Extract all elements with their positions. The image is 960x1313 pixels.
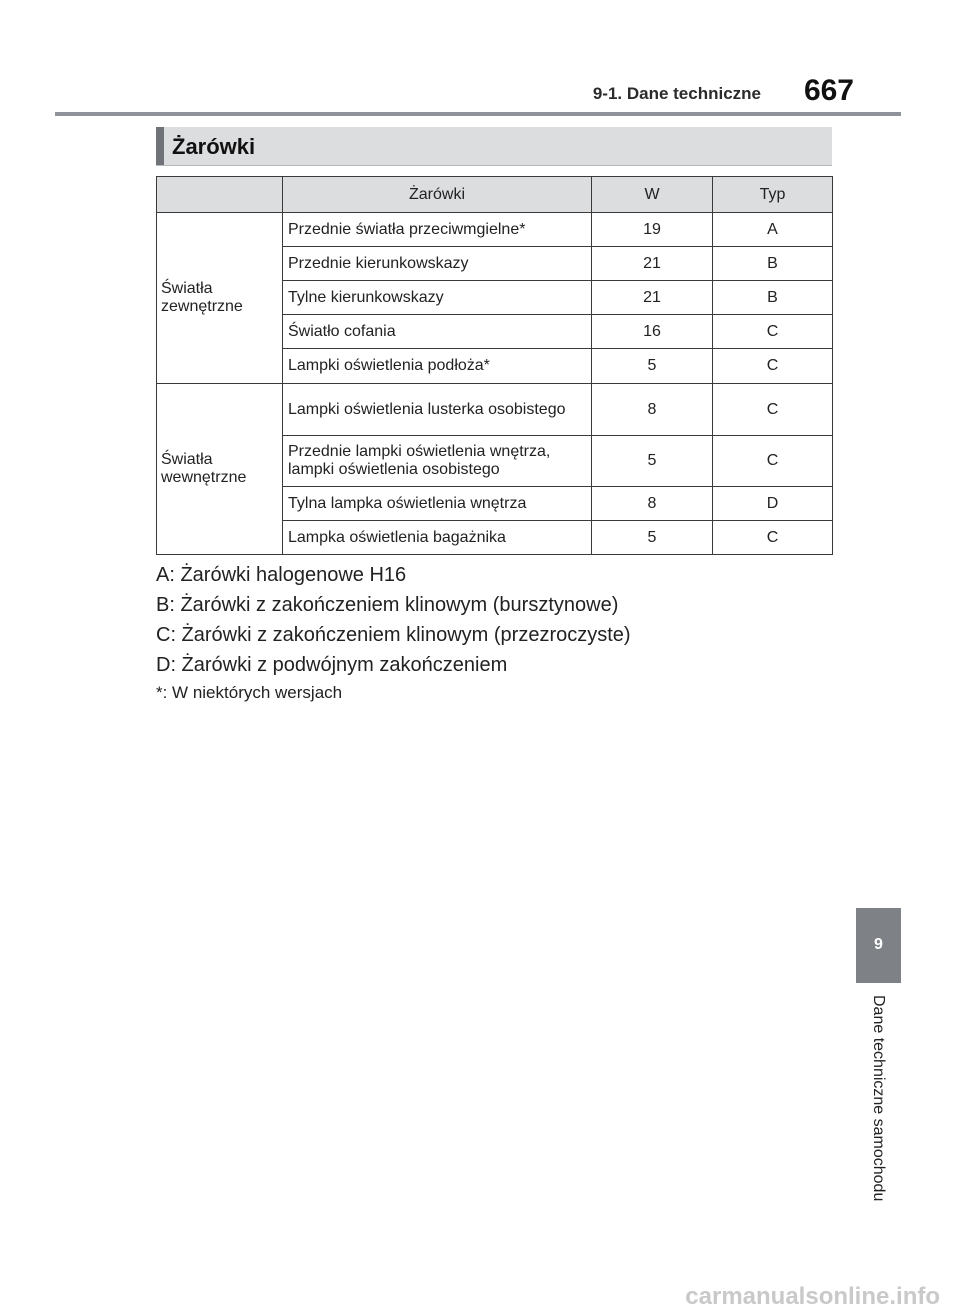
bulb-type: D [713,487,833,521]
chapter-number: 9 [874,936,883,953]
bulb-watts: 8 [592,487,713,521]
type-note-d: D: Żarówki z podwójnym zakończeniem [156,654,508,676]
bulb-type: C [713,521,833,555]
group-label-exterior: Światła zewnętrzne [157,213,283,384]
section-title-accent [156,127,164,165]
table-header-row [157,177,833,213]
table-header-type: Typ [713,177,833,213]
bulb-watts: 21 [592,247,713,281]
bulb-name: Lampka oświetlenia bagażnika [283,521,592,555]
header-rule [55,112,901,116]
bulbs-table [156,176,833,555]
bulb-watts: 21 [592,281,713,315]
table-header-watts: W [592,177,713,213]
bulb-type: C [713,436,833,487]
section-header: 9-1. Dane techniczne [592,84,761,103]
bulb-name: Tylna lampka oświetlenia wnętrza [283,487,592,521]
bulb-type: C [713,384,833,436]
bulb-name: Światło cofania [283,315,592,349]
bulb-name: Przednie światła przeciwmgielne* [283,213,592,247]
chapter-tab [856,908,901,983]
type-note-b: B: Żarówki z zakończeniem klinowym (bursztynowe) [156,594,619,616]
bulb-watts: 16 [592,315,713,349]
section-title-bar [156,127,832,166]
bulb-watts: 8 [592,384,713,436]
bulb-type: C [713,315,833,349]
type-note-c: C: Żarówki z zakończeniem klinowym (przezroczyste) [156,624,631,646]
section-title: Żarówki [172,134,256,159]
table-header-bulb: Żarówki [283,177,592,213]
bulb-name: Lampki oświetlenia podłoża* [283,349,592,384]
page-number: 667 [803,74,854,107]
bulb-watts: 5 [592,349,713,384]
bulb-watts: 5 [592,436,713,487]
group-label-interior: Światła wewnętrzne [157,384,283,555]
type-note-a: A: Żarówki halogenowe H16 [156,564,407,586]
footnote: *: W niektórych wersjach [156,683,343,702]
bulb-name: Przednie kierunkowskazy [283,247,592,281]
type-notes [156,560,836,706]
bulb-watts: 19 [592,213,713,247]
bulb-name: Lampki oświetlenia lusterka osobistego [283,384,592,436]
bulb-name: Przednie lampki oświetlenia wnętrza, lampki oświetlenia osobistego [283,436,592,487]
bulb-type: C [713,349,833,384]
chapter-label: Dane techniczne samochodu [870,995,887,1202]
table-header-group [157,177,283,213]
table-row [157,213,833,247]
bulb-type: B [713,247,833,281]
bulb-name: Tylne kierunkowskazy [283,281,592,315]
bulb-type: B [713,281,833,315]
bulb-type: A [713,213,833,247]
table-row [157,384,833,436]
watermark: carmanualsonline.info [685,1283,940,1310]
bulb-watts: 5 [592,521,713,555]
